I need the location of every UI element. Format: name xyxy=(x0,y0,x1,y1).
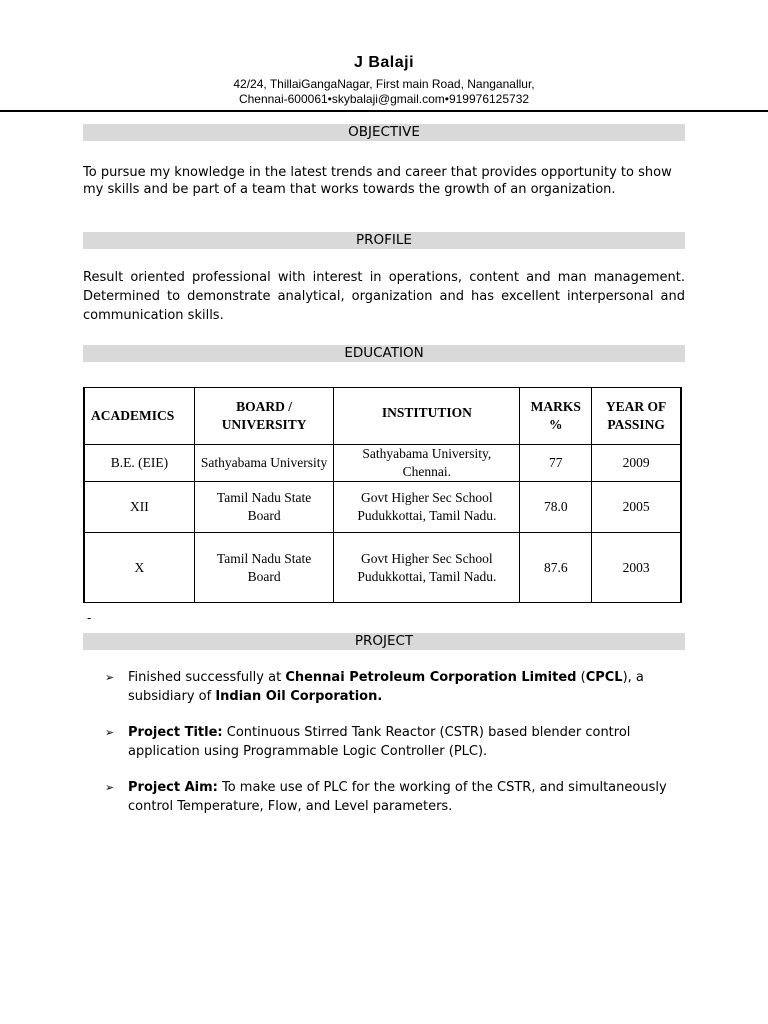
header-board: BOARD / UNIVERSITY xyxy=(194,388,334,445)
cell-board: Tamil Nadu State Board xyxy=(194,533,334,603)
cell-year: 2005 xyxy=(592,482,681,533)
cell-marks: 87.6 xyxy=(520,533,592,603)
education-table xyxy=(83,387,682,603)
project-title-label: Project Title: xyxy=(128,725,223,740)
project-list xyxy=(105,668,685,833)
cell-academics: X xyxy=(84,533,194,603)
company-name: Chennai Petroleum Corporation Limited xyxy=(285,670,577,685)
header-institution: INSTITUTION xyxy=(334,388,520,445)
cell-institution: Govt Higher Sec School Pudukkottai, Tamil Nadu. xyxy=(334,482,520,533)
project-text: ), a subsidiary of xyxy=(128,670,644,704)
table-row xyxy=(84,445,681,482)
list-item xyxy=(105,668,685,706)
cell-year: 2009 xyxy=(592,445,681,482)
profile-heading: PROFILE xyxy=(83,232,685,249)
objective-heading: OBJECTIVE xyxy=(83,124,685,141)
cell-year: 2003 xyxy=(592,533,681,603)
project-aim-text: To make use of PLC for the working of the CSTR, and simultaneously control Temperature, Flow, and Level parameters. xyxy=(128,780,667,814)
profile-text: Result oriented professional with interest in operations, content and man management. Determined to demonstrate analytical, organization and has excellent interpersonal and communication skills. xyxy=(83,270,685,323)
trailing-dash: - xyxy=(87,611,92,625)
address-line-1: 42/24, ThillaiGangaNagar, First main Road, Nanganallur, xyxy=(233,77,535,91)
cell-academics: XII xyxy=(84,482,194,533)
cell-institution: Sathyabama University, Chennai. xyxy=(334,445,520,482)
header-academics: ACADEMICS xyxy=(84,388,194,445)
header-rule xyxy=(0,110,768,112)
cell-board: Tamil Nadu State Board xyxy=(194,482,334,533)
arrow-bullet-icon: ➢ xyxy=(105,671,115,684)
education-heading: EDUCATION xyxy=(83,345,685,362)
arrow-bullet-icon: ➢ xyxy=(105,781,115,794)
table-header-row xyxy=(84,388,681,445)
table-row xyxy=(84,533,681,603)
project-title-text: Continuous Stirred Tank Reactor (CSTR) based blender control application using Programmable Logic Controller (PLC). xyxy=(128,725,631,759)
list-item xyxy=(105,778,685,816)
project-heading: PROJECT xyxy=(83,633,685,650)
company-abbrev: CPCL xyxy=(585,670,623,685)
project-text: ( xyxy=(576,670,586,685)
header-year: YEAR OF PASSING xyxy=(592,388,681,445)
project-aim-label: Project Aim: xyxy=(128,780,218,795)
resume-name: J Balaji xyxy=(353,54,415,71)
table-row xyxy=(84,482,681,533)
parent-company: Indian Oil Corporation. xyxy=(215,689,383,704)
cell-board: Sathyabama University xyxy=(194,445,334,482)
arrow-bullet-icon: ➢ xyxy=(105,726,115,739)
list-item xyxy=(105,723,685,761)
objective-text: To pursue my knowledge in the latest trends and career that provides opportunity to show my skills and be part of a team that works towards the growth of an organization. xyxy=(83,165,672,197)
project-text: Finished successfully at xyxy=(128,670,286,685)
cell-academics: B.E. (EIE) xyxy=(84,445,194,482)
cell-institution: Govt Higher Sec School Pudukkottai, Tamil Nadu. xyxy=(334,533,520,603)
cell-marks: 78.0 xyxy=(520,482,592,533)
address-line-2: Chennai-600061•skybalaji@gmail.com•919976125732 xyxy=(238,92,530,106)
cell-marks: 77 xyxy=(520,445,592,482)
header-marks: MARKS % xyxy=(520,388,592,445)
